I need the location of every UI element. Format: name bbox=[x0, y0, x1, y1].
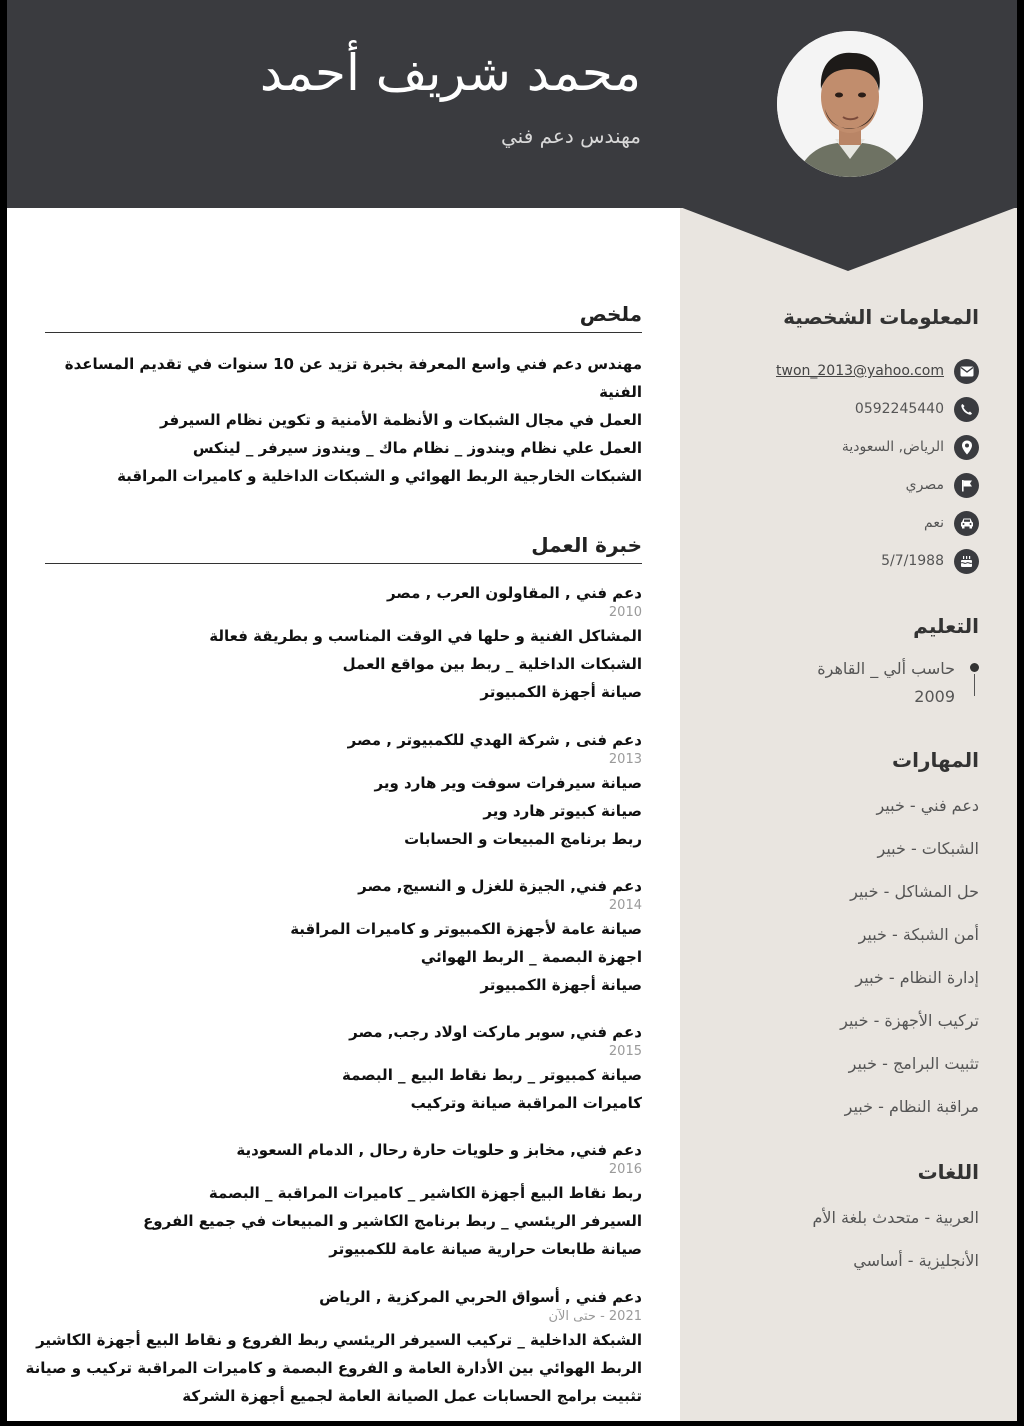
summary-line: مهندس دعم فني واسع المعرفة بخبرة تزيد عن 10 سنوات في تقديم المساعدة الفنية bbox=[64, 355, 642, 401]
candidate-name: محمد شريف أحمد bbox=[259, 44, 641, 102]
job-entry bbox=[45, 729, 642, 853]
job-year: 2015 bbox=[608, 1044, 642, 1059]
job-duty: صيانة كمبيوتر _ ربط نقاط البيع _ البصمة bbox=[342, 1066, 642, 1084]
contact-email[interactable] bbox=[776, 358, 979, 384]
education-item bbox=[697, 656, 979, 712]
skills-heading: المهارات bbox=[892, 748, 979, 772]
contact-driving-license bbox=[924, 510, 979, 536]
job-year: 2010 bbox=[608, 605, 642, 620]
job-entry bbox=[45, 875, 642, 999]
timeline-line bbox=[974, 674, 976, 696]
job-duty: ربط نقاط البيع أجهزة الكاشير _ كاميرات المراقبة _ البصمة bbox=[208, 1184, 642, 1202]
job-role: دعم فني , أسواق الحربي المركزية , الرياض bbox=[319, 1288, 642, 1306]
timeline-dot bbox=[970, 663, 979, 672]
job-duty: صيانة أجهزة الكمبيوتر bbox=[480, 976, 642, 994]
skills-section bbox=[697, 748, 979, 772]
language-item: الأنجليزية - أساسي bbox=[853, 1251, 979, 1270]
education-title: حاسب ألي _ القاهرة bbox=[817, 659, 955, 678]
personal-info-section bbox=[697, 305, 979, 329]
email-text[interactable]: twon_2013@yahoo.com bbox=[776, 363, 944, 379]
education-list bbox=[697, 656, 979, 712]
personal-info-heading: المعلومات الشخصية bbox=[783, 305, 979, 329]
location-icon bbox=[954, 435, 979, 460]
summary-heading: ملخص bbox=[45, 302, 642, 333]
summary-line: الشبكات الخارجية الربط الهوائي و الشبكات الداخلية و كاميرات المراقبة bbox=[117, 467, 642, 485]
job-duty: صيانة سيرفرات سوفت وير هارد وير bbox=[374, 774, 642, 792]
skill-item: أمن الشبكة - خبير bbox=[858, 925, 979, 944]
profile-photo bbox=[777, 31, 923, 177]
job-role: دعم فني, مخابز و حلويات حارة رحال , الدمام السعودية bbox=[236, 1141, 642, 1159]
job-entry bbox=[45, 1139, 642, 1263]
job-duty: ربط برنامج المبيعات و الحسابات bbox=[404, 830, 642, 848]
job-duty: تثبيت برامج الحسابات عمل الصيانة العامة لجميع أجهزة الشركة bbox=[182, 1387, 642, 1405]
job-year: 2014 bbox=[608, 898, 642, 913]
job-duty: السيرفر الريئسي _ ربط برنامج الكاشير و المبيعات في جميع الفروع bbox=[143, 1212, 642, 1230]
skill-item: الشبكات - خبير bbox=[877, 839, 979, 858]
candidate-job-title: مهندس دعم فني bbox=[500, 124, 641, 148]
contact-birthdate bbox=[881, 548, 979, 574]
education-section bbox=[697, 614, 979, 638]
contact-location bbox=[842, 434, 979, 460]
flag-icon bbox=[954, 473, 979, 498]
job-year: 2013 bbox=[608, 752, 642, 767]
birthday-cake-icon bbox=[954, 549, 979, 574]
job-duty: صيانة كبيوتر هارد وير bbox=[483, 802, 642, 820]
job-role: دعم فني, الجيزة للغزل و النسيج, مصر bbox=[358, 877, 642, 895]
education-year: 2009 bbox=[914, 687, 955, 706]
education-heading: التعليم bbox=[913, 614, 979, 638]
resume-page bbox=[7, 0, 1017, 1421]
contact-nationality bbox=[906, 472, 979, 498]
job-duty: الشبكات الداخلية _ ربط بين مواقع العمل bbox=[342, 655, 642, 673]
job-duty: كاميرات المراقبة صيانة وتركيب bbox=[410, 1094, 642, 1112]
languages-heading: اللغات bbox=[917, 1160, 979, 1184]
skill-item: مراقبة النظام - خبير bbox=[844, 1097, 979, 1116]
contact-phone bbox=[855, 396, 979, 422]
email-icon bbox=[954, 359, 979, 384]
skill-item: دعم فني - خبير bbox=[876, 796, 979, 815]
job-duty: صيانة عامة لأجهزة الكمبيوتر و كاميرات المراقبة bbox=[290, 920, 642, 938]
job-role: دعم فني , المقاولون العرب , مصر bbox=[386, 584, 642, 602]
job-duty: اجهزة البصمة _ الربط الهوائي bbox=[420, 948, 642, 966]
job-duty: صيانة طابعات حرارية صيانة عامة للكمبيوتر bbox=[329, 1240, 642, 1258]
job-year: 2016 bbox=[608, 1162, 642, 1177]
skill-item: إدارة النظام - خبير bbox=[855, 968, 979, 987]
car-icon bbox=[954, 511, 979, 536]
phone-icon bbox=[954, 397, 979, 422]
nationality-text: مصري bbox=[905, 477, 944, 493]
skill-item: تركيب الأجهزة - خبير bbox=[840, 1011, 979, 1030]
summary-line: العمل في مجال الشبكات و الأنظمة الأمنية و تكوين نظام السيرفر bbox=[160, 411, 642, 429]
driving-license-text: نعم bbox=[924, 515, 944, 531]
job-role: دعم فني, سوبر ماركت اولاد رجب, مصر bbox=[349, 1023, 642, 1041]
job-duty: المشاكل الفنية و حلها في الوقت المناسب و بطريقة فعالة bbox=[209, 627, 642, 645]
job-year: 2021 - حتى الآن bbox=[548, 1309, 642, 1324]
job-duty: الشبكة الداخلية _ تركيب السيرفر الريئسي ربط الفروع و نقاط البيع أجهزة الكاشير bbox=[36, 1331, 642, 1349]
phone-text: 0592245440 bbox=[854, 401, 944, 417]
contact-list bbox=[697, 358, 979, 578]
skill-item: تثبيت البرامج - خبير bbox=[848, 1054, 979, 1073]
location-text: الرياض, السعودية bbox=[841, 439, 944, 455]
job-entry bbox=[25, 1286, 642, 1410]
language-item: العربية - متحدث بلغة الأم bbox=[812, 1208, 979, 1227]
skill-item: حل المشاكل - خبير bbox=[850, 882, 979, 901]
experience-heading: خبرة العمل bbox=[45, 533, 642, 564]
job-entry bbox=[45, 582, 642, 706]
summary-section bbox=[45, 350, 642, 490]
birthdate-text: 5/7/1988 bbox=[881, 553, 944, 569]
languages-list bbox=[697, 1208, 979, 1278]
job-duty: صيانة أجهزة الكمبيوتر bbox=[480, 683, 642, 701]
job-entry bbox=[45, 1021, 642, 1117]
job-role: دعم فنى , شركة الهدي للكمبيوتر , مصر bbox=[347, 731, 642, 749]
job-duty: الربط الهوائي بين الأدارة العامة و الفروع البصمة و كاميرات المراقبة تركيب و صيانة bbox=[25, 1359, 642, 1377]
languages-section bbox=[697, 1160, 979, 1184]
summary-line: العمل علي نظام ويندوز _ نظام ماك _ ويندوز سيرفر _ لينكس bbox=[192, 439, 642, 457]
skills-list bbox=[697, 796, 979, 1126]
header-chevron-shape bbox=[680, 207, 1017, 271]
